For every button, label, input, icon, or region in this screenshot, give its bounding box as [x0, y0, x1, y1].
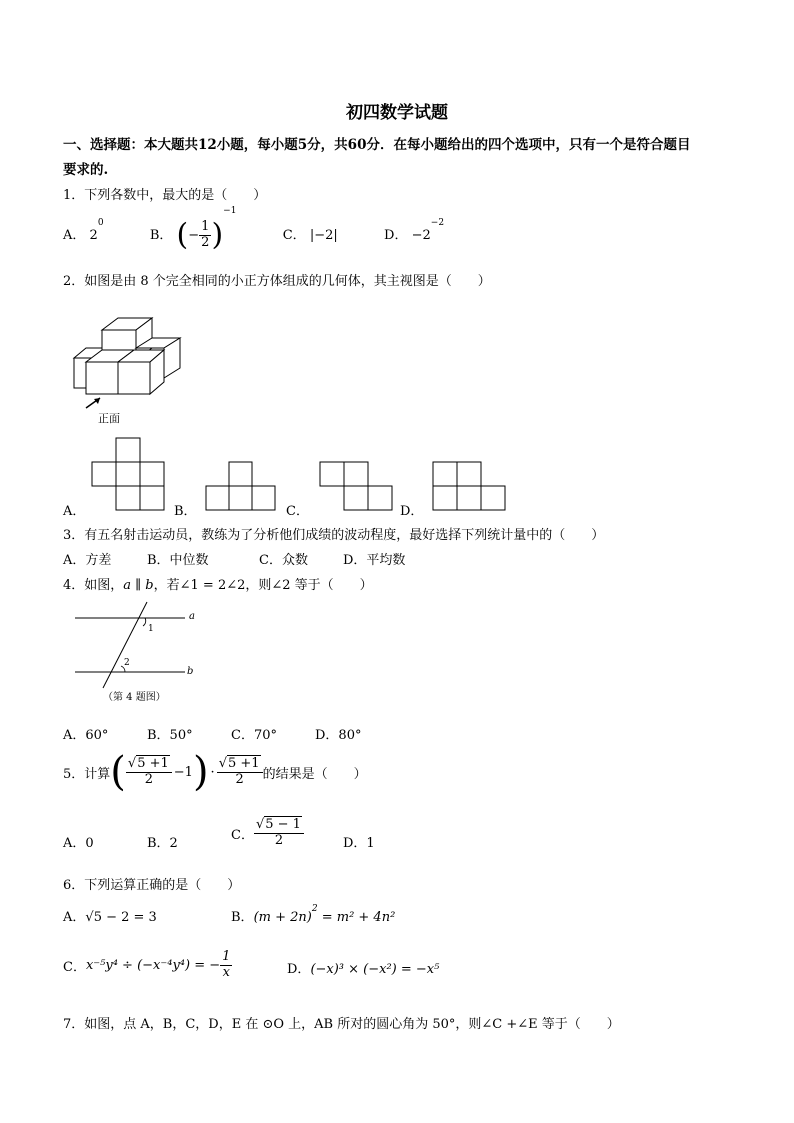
q4-parallel-lines-figure — [75, 602, 205, 692]
q1-b-label: B． — [149, 227, 173, 243]
q2-option-a-figure — [92, 438, 164, 510]
q4-option-a: A．60° — [63, 728, 109, 743]
q1-d-label: D． — [384, 227, 408, 243]
q1-d-value: $-2^{-2}$ — [411, 218, 445, 243]
q4-stem: 4．如图，a ∥ b，若∠1 = 2∠2，则∠2 等于（ ） — [63, 578, 373, 593]
q4-option-d: D．80° — [315, 728, 362, 743]
q4-option-c: C．70° — [231, 728, 277, 743]
q2-cube-figure — [70, 300, 190, 430]
q2-b-label: B． — [174, 504, 197, 519]
q2-a-label: A． — [63, 504, 86, 519]
q2-option-b-figure — [206, 462, 276, 510]
section-heading-line1: 一、选择题：本大题共12小题，每小题5分，共60分．在每小题给出的四个选项中，只有一个是符合题目 — [63, 137, 691, 153]
q3-option-d: D．平均数 — [343, 553, 406, 568]
q5-expression: 5．计算 ( $\frac{√5 +1}{2}$ −1 ) · $\frac{√5 +1}{2}$ 的结果是（ ） — [63, 749, 367, 795]
section-heading-line2: 要求的. — [63, 162, 109, 178]
q4-angle-1-label: 1 — [148, 624, 154, 634]
q5-option-a: A．0 — [63, 836, 94, 851]
q1-a-value: $2^0$ — [89, 218, 104, 243]
q2-option-c-figure — [320, 462, 392, 510]
q5-option-c: C． $\frac{√5 - 1}{2}$ — [231, 818, 304, 849]
q1-c-value: |−2| — [309, 227, 338, 243]
q1-a-label: A． — [63, 227, 86, 243]
q3-option-a: A．方差 — [63, 553, 112, 568]
q2-front-label: 正面 — [98, 412, 120, 425]
q2-stem: 2．如图是由 8 个完全相同的小正方体组成的几何体，其主视图是（ ） — [63, 274, 491, 289]
q5-option-d: D．1 — [343, 836, 375, 851]
q5-option-b: B．2 — [147, 836, 178, 851]
q1-b-value: (− $\frac{1}{2}$ )$^{-1}$ — [176, 206, 237, 253]
q6-stem: 6．下列运算正确的是（ ） — [63, 878, 241, 893]
q3-option-b: B．中位数 — [147, 553, 209, 568]
q1-c-label: C． — [282, 227, 306, 243]
q2-c-label: C． — [286, 504, 309, 519]
q4-angle-2-label: 2 — [124, 658, 130, 668]
q6-option-b: B．$(m + 2n)^2 = m^2 + 4n^2$ — [231, 904, 396, 925]
q6-option-c: C． x⁻⁵y⁴ ÷ (−x⁻⁴y⁴) = − $\frac{1}{x}$ — [63, 949, 231, 980]
q3-stem: 3．有五名射击运动员，教练为了分析他们成绩的波动程度，最好选择下列统计量中的（ ） — [63, 528, 605, 543]
q4-label-b: b — [187, 666, 194, 677]
q2-option-d-figure — [433, 462, 505, 510]
page-title: 初四数学试题 — [346, 103, 448, 123]
q3-option-c: C．众数 — [259, 553, 308, 568]
q4-option-b: B．50° — [147, 728, 193, 743]
q4-caption: （第 4 题图） — [103, 692, 166, 703]
q2-d-label: D． — [400, 504, 424, 519]
q6-option-a: A．√5 − 2 = 3 — [63, 910, 157, 925]
q1-stem: 1．下列各数中，最大的是（ ） — [63, 188, 267, 203]
q1-options — [63, 206, 445, 253]
q6-option-d: D．(−x)³ × (−x²) = −x⁵ — [287, 962, 440, 977]
q7-stem: 7．如图，点 A，B，C，D，E 在 ⊙O 上，AB 所对的圆心角为 50°，则∠C +∠E 等于（ ） — [63, 1017, 620, 1032]
q4-label-a: a — [189, 611, 195, 622]
